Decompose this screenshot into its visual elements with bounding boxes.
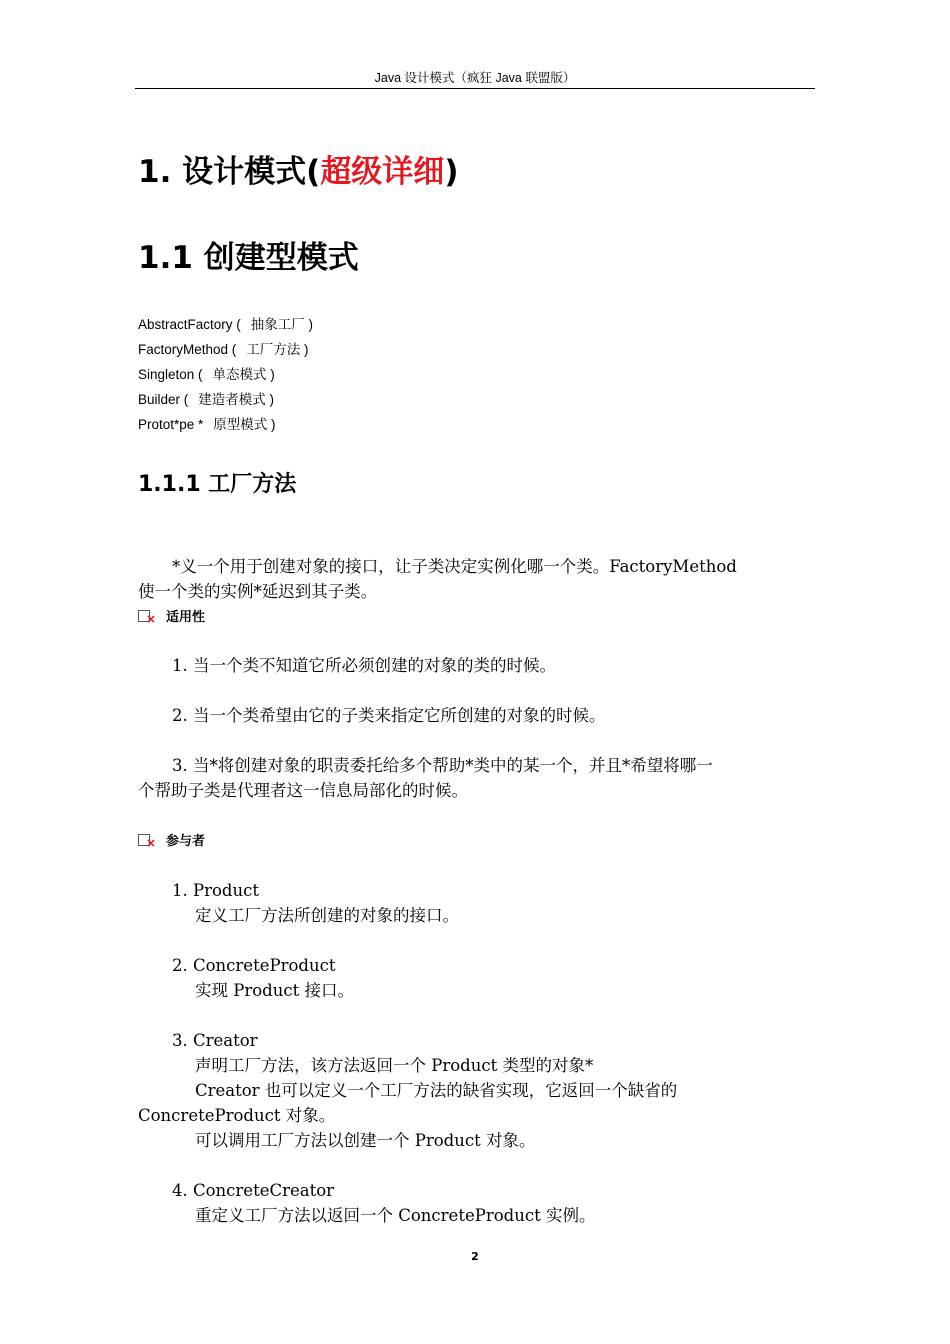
pattern-item — [138, 341, 309, 359]
heading-1-prefix: 1. 设计模式( — [138, 154, 321, 190]
heading-2: 1.1 创建型模式 — [138, 240, 359, 276]
pattern-item — [138, 316, 313, 334]
header-rule — [135, 88, 815, 89]
heading-1-suffix: ) — [444, 154, 459, 190]
participants-title: 参与者 — [166, 834, 206, 849]
heading-3: 1.1.1 工厂方法 — [138, 472, 297, 497]
participant-3-desc-2: Creator 也可以定义一个工厂方法的缺省实现，它返回一个缺省的 — [195, 1081, 678, 1100]
pattern-item — [138, 366, 275, 384]
applicability-item-2: 2. 当一个类希望由它的子类来指定它所创建的对象的时候。 — [172, 706, 606, 725]
participants-heading — [138, 833, 205, 851]
participant-2-desc: 实现 Product 接口。 — [195, 981, 354, 1000]
pattern-item — [138, 416, 276, 434]
pattern-cn: 原型模式 ) — [213, 417, 276, 432]
section-marker-icon — [138, 610, 150, 622]
applicability-title: 适用性 — [166, 610, 206, 625]
pattern-name: FactoryMethod ( — [138, 342, 237, 357]
applicability-heading — [138, 609, 205, 627]
participant-3-desc-1: 声明工厂方法，该方法返回一个 Product 类型的对象* — [195, 1056, 594, 1075]
participant-1-desc: 定义工厂方法所创建的对象的接口。 — [195, 906, 459, 925]
participant-2-name: 2. ConcreteProduct — [172, 956, 336, 975]
participant-3-name: 3. Creator — [172, 1031, 258, 1050]
participant-1-name: 1. Product — [172, 881, 259, 900]
applicability-item-3-line-1: 3. 当*将创建对象的职责委托给多个帮助*类中的某一个，并且*希望将哪一 — [172, 756, 713, 775]
applicability-item-3-line-2: 个帮助子类是代理者这一信息局部化的时候。 — [138, 781, 468, 800]
pattern-name: Protot*pe * — [138, 417, 204, 432]
intro-line-1: *义一个用于创建对象的接口，让子类决定实例化哪一个类。FactoryMethod — [172, 557, 737, 576]
applicability-item-1: 1. 当一个类不知道它所必须创建的对象的类的时候。 — [172, 656, 556, 675]
pattern-cn: 建造者模式 ) — [198, 392, 275, 407]
page-number: 2 — [471, 1250, 479, 1263]
pattern-item — [138, 391, 274, 409]
participant-3-desc-3: 可以调用工厂方法以创建一个 Product 对象。 — [195, 1131, 536, 1150]
pattern-name: Builder ( — [138, 392, 189, 407]
pattern-cn: 单态模式 ) — [212, 367, 275, 382]
pattern-name: Singleton ( — [138, 367, 203, 382]
participant-3-desc-2-cont: ConcreteProduct 对象。 — [138, 1106, 336, 1125]
participant-4-name: 4. ConcreteCreator — [172, 1181, 335, 1200]
participant-4-desc: 重定义工厂方法以返回一个 ConcreteProduct 实例。 — [195, 1206, 596, 1225]
pattern-cn: 工厂方法 ) — [246, 342, 309, 357]
intro-line-2: 使一个类的实例*延迟到其子类。 — [138, 582, 378, 601]
section-marker-icon — [138, 834, 150, 846]
pattern-cn: 抽象工厂 ) — [250, 317, 314, 332]
heading-1 — [138, 150, 458, 194]
pattern-name: AbstractFactory ( — [138, 317, 241, 332]
running-header: Java 设计模式（疯狂 Java 联盟版） — [374, 71, 576, 85]
heading-1-highlight: 超级详细 — [320, 154, 445, 190]
